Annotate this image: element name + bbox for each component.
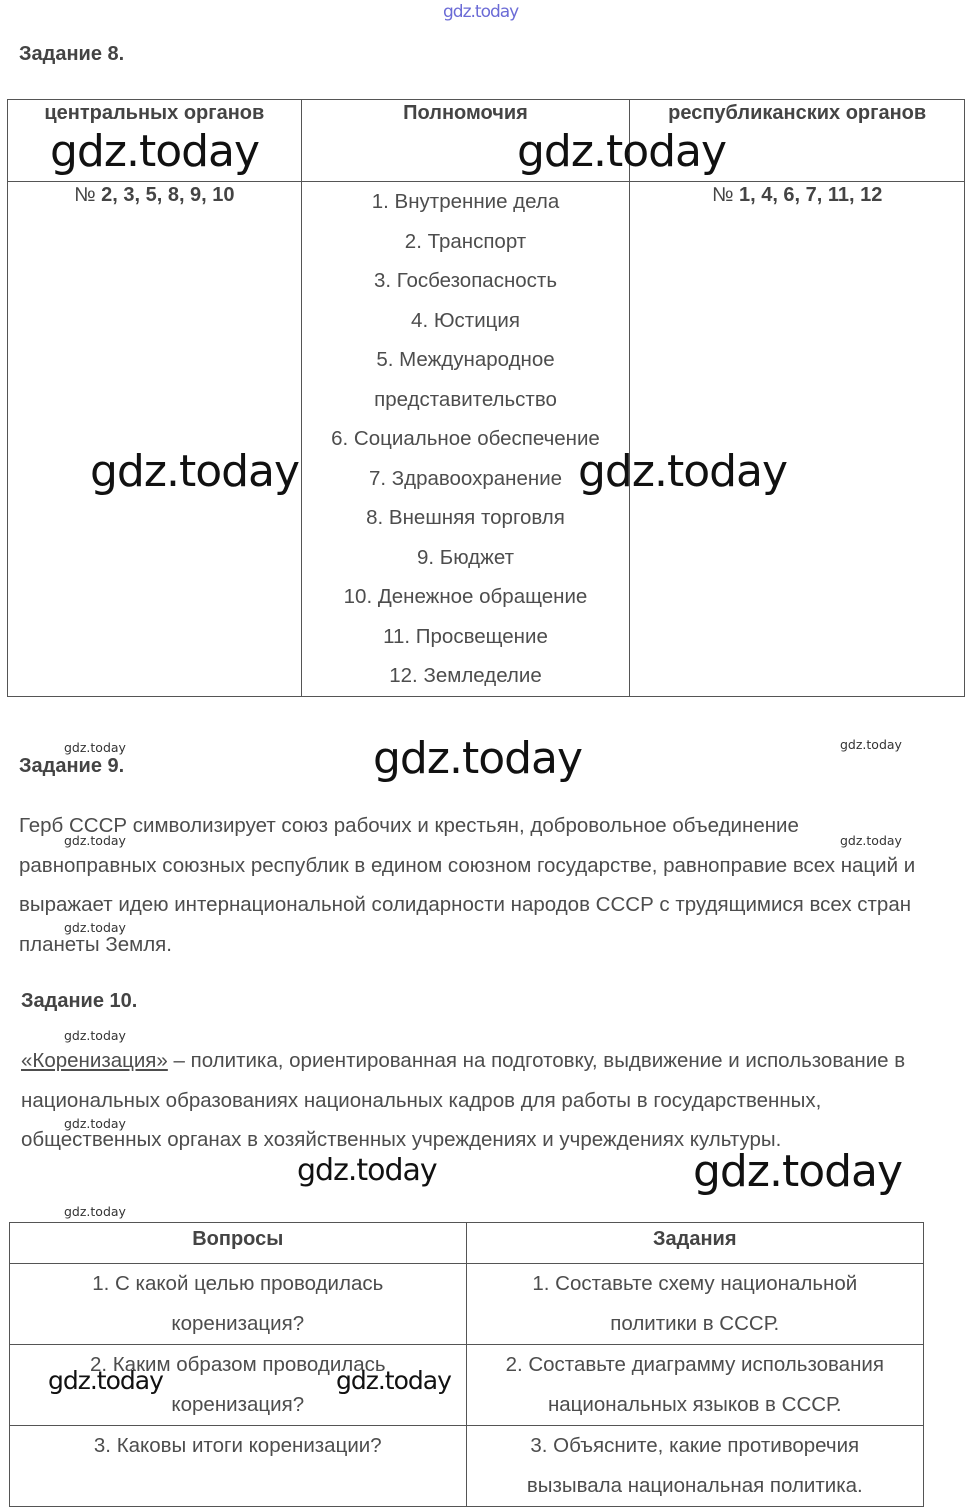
list-item: представительство	[374, 387, 557, 411]
task-cell: 2. Составьте диаграмму использования национальных языков в СССР.	[466, 1345, 923, 1426]
watermark: gdz.today	[64, 1204, 126, 1219]
task8-body-row	[8, 182, 965, 697]
watermark: gdz.today	[373, 733, 583, 784]
central-numbers: 2, 3, 5, 8, 9, 10	[101, 184, 235, 206]
watermark: gdz.today	[64, 740, 126, 755]
header-tasks: Задания	[466, 1223, 923, 1264]
list-item: 3. Госбезопасность	[374, 269, 557, 292]
task10-table	[9, 1222, 924, 1507]
watermark: gdz.today	[50, 126, 260, 177]
header-questions: Вопросы	[10, 1223, 467, 1264]
task10-title: Задание 10.	[21, 990, 138, 1012]
powers-list	[302, 182, 630, 696]
list-item: 12. Земледелие	[389, 664, 542, 687]
task10-definition: – политика, ориентированная на подготовку, выдвижение и использование в национальных образованиях национальных кадров для работы в государственных, общественных органах в хозяйственных учреждениях и учреждениях культуры.	[21, 1049, 906, 1151]
watermark: gdz.today	[64, 920, 126, 935]
watermark: gdz.today	[90, 446, 300, 497]
watermark: gdz.today	[64, 1116, 126, 1131]
task10-text	[21, 1041, 926, 1160]
list-item: 6. Социальное обеспечение	[331, 427, 600, 450]
list-item: 2. Транспорт	[404, 229, 527, 253]
list-item: 9. Бюджет	[417, 545, 514, 569]
watermark: gdz.today	[840, 737, 902, 752]
watermark: gdz.today	[64, 833, 126, 848]
question-cell: 2. Каким образом проводилась коренизация?	[10, 1345, 467, 1426]
powers-cell	[301, 182, 630, 697]
task8-table	[7, 99, 965, 697]
watermark: gdz.today	[336, 1366, 451, 1395]
list-item: 7. Здравоохранение	[368, 466, 563, 490]
site-watermark: gdz.today	[443, 2, 519, 22]
table-row	[10, 1264, 924, 1345]
header-powers: Полномочия	[301, 100, 630, 182]
list-item: 11. Просвещение	[383, 624, 548, 648]
watermark: gdz.today	[578, 446, 788, 497]
republic-numbers: 1, 4, 6, 7, 11, 12	[738, 184, 883, 206]
question-cell: 1. С какой целью проводилась коренизация?	[10, 1264, 467, 1345]
number-sign: №	[74, 184, 102, 206]
task9-title: Задание 9.	[19, 755, 125, 777]
task8-title: Задание 8.	[19, 43, 125, 65]
watermark: gdz.today	[840, 833, 902, 848]
watermark: gdz.today	[517, 126, 727, 177]
number-sign: №	[711, 184, 739, 206]
watermark: gdz.today	[693, 1146, 903, 1197]
watermark: gdz.today	[48, 1366, 163, 1395]
task10-header-row	[10, 1223, 924, 1264]
question-cell: 3. Каковы итоги коренизации?	[10, 1426, 467, 1507]
list-item: 8. Внешняя торговля	[366, 506, 565, 529]
header-central: центральных органов	[8, 100, 302, 182]
task-cell: 3. Объясните, какие противоречия вызывала национальная политика.	[466, 1426, 923, 1507]
list-item: 5. Международное	[376, 348, 555, 371]
central-numbers-cell	[8, 182, 302, 697]
task-cell: 1. Составьте схему национальной политики в СССР.	[466, 1264, 923, 1345]
list-item: 1. Внутренние дела	[371, 190, 560, 213]
watermark: gdz.today	[297, 1153, 437, 1188]
task9-text: Герб СССР символизирует союз рабочих и крестьян, добровольное объединение равноправных союзных республик в едином союзном государстве, равноправие всех наций и выражает идею интернациональной солидарности народов СССР с трудящимися всех стран планеты Земля.	[19, 814, 916, 956]
header-republic: республиканских органов	[630, 100, 965, 182]
term-korenizatsiya: «Коренизация»	[21, 1049, 168, 1072]
table-row	[10, 1426, 924, 1507]
republic-numbers-cell	[630, 182, 965, 697]
list-item: 4. Юстиция	[411, 308, 520, 332]
watermark: gdz.today	[64, 1028, 126, 1043]
list-item: 10. Денежное обращение	[343, 585, 588, 608]
